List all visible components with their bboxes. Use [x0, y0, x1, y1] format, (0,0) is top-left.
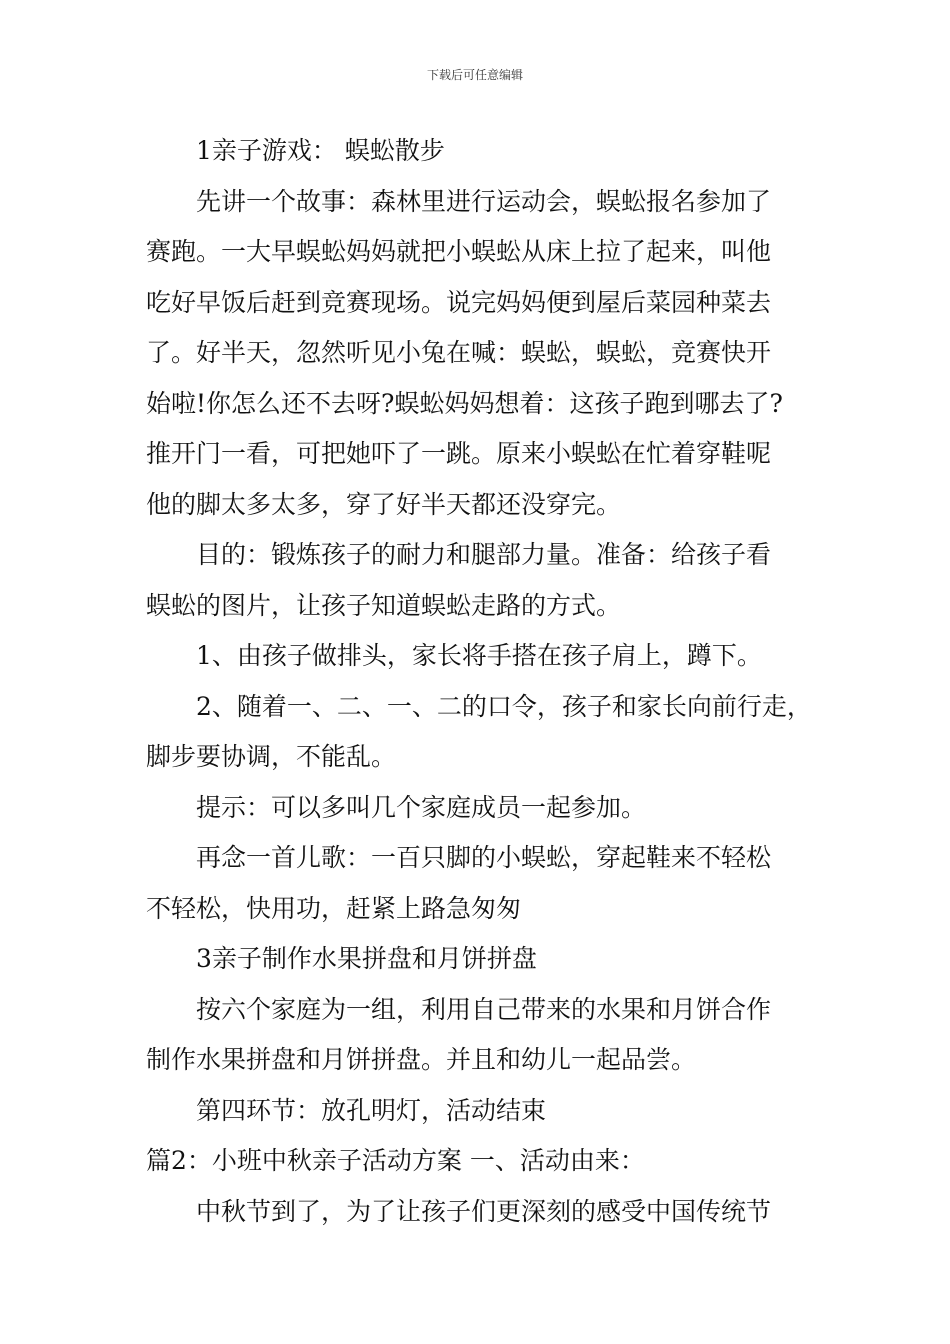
- text-line: 始啦!你怎么还不去呀?蜈蚣妈妈想着：这孩子跑到哪去了?: [146, 388, 783, 418]
- text-line: 3亲子制作水果拼盘和月饼拼盘: [196, 944, 537, 973]
- text-line: 推开门一看，可把她吓了一跳。原来小蜈蚣在忙着穿鞋呢: [146, 439, 772, 468]
- document-body: [146, 126, 826, 1237]
- text-line: 中秋节到了，为了让孩子们更深刻的感受中国传统节: [196, 1196, 772, 1226]
- text-line: 目的：锻炼孩子的耐力和腿部力量。准备：给孩子看: [196, 540, 772, 569]
- text-line: 蜈蚣的图片，让孩子知道蜈蚣走路的方式。: [146, 590, 622, 620]
- text-line: 了。好半天，忽然听见小兔在喊：蜈蚣，蜈蚣，竞赛快开: [146, 338, 772, 367]
- text-line: 提示：可以多叫几个家庭成员一起参加。: [196, 792, 647, 822]
- text-line: 先讲一个故事：森林里进行运动会，蜈蚣报名参加了: [196, 186, 772, 216]
- text-line: 赛跑。一大早蜈蚣妈妈就把小蜈蚣从床上拉了起来，叫他: [146, 237, 772, 266]
- text-line: 脚步要协调，不能乱。: [146, 742, 397, 771]
- text-line: 再念一首儿歌：一百只脚的小蜈蚣，穿起鞋来不轻松: [196, 843, 772, 872]
- text-line: 第四环节：放孔明灯，活动结束: [196, 1095, 547, 1125]
- text-line: 制作水果拼盘和月饼拼盘。并且和幼儿一起品尝。: [146, 1045, 697, 1074]
- text-line: 吃好早饭后赶到竞赛现场。说完妈妈便到屋后菜园种菜去: [146, 287, 772, 317]
- text-line: 篇2：小班中秋亲子活动方案 一、活动由来：: [146, 1146, 645, 1175]
- text-line: 按六个家庭为一组，利用自己带来的水果和月饼合作: [196, 994, 772, 1024]
- text-line: 1亲子游戏： 蜈蚣散步: [196, 136, 445, 165]
- text-line: 不轻松，快用功，赶紧上路急匆匆: [146, 893, 522, 923]
- text-line: 他的脚太多太多，穿了好半天都还没穿完。: [146, 489, 622, 519]
- page-header: 下载后可任意编辑: [426, 68, 523, 82]
- text-line: 1、由孩子做排头，家长将手搭在孩子肩上，蹲下。: [196, 641, 762, 670]
- text-line: 2、随着一、二、一、二的口令，孩子和家长向前行走，: [196, 691, 812, 721]
